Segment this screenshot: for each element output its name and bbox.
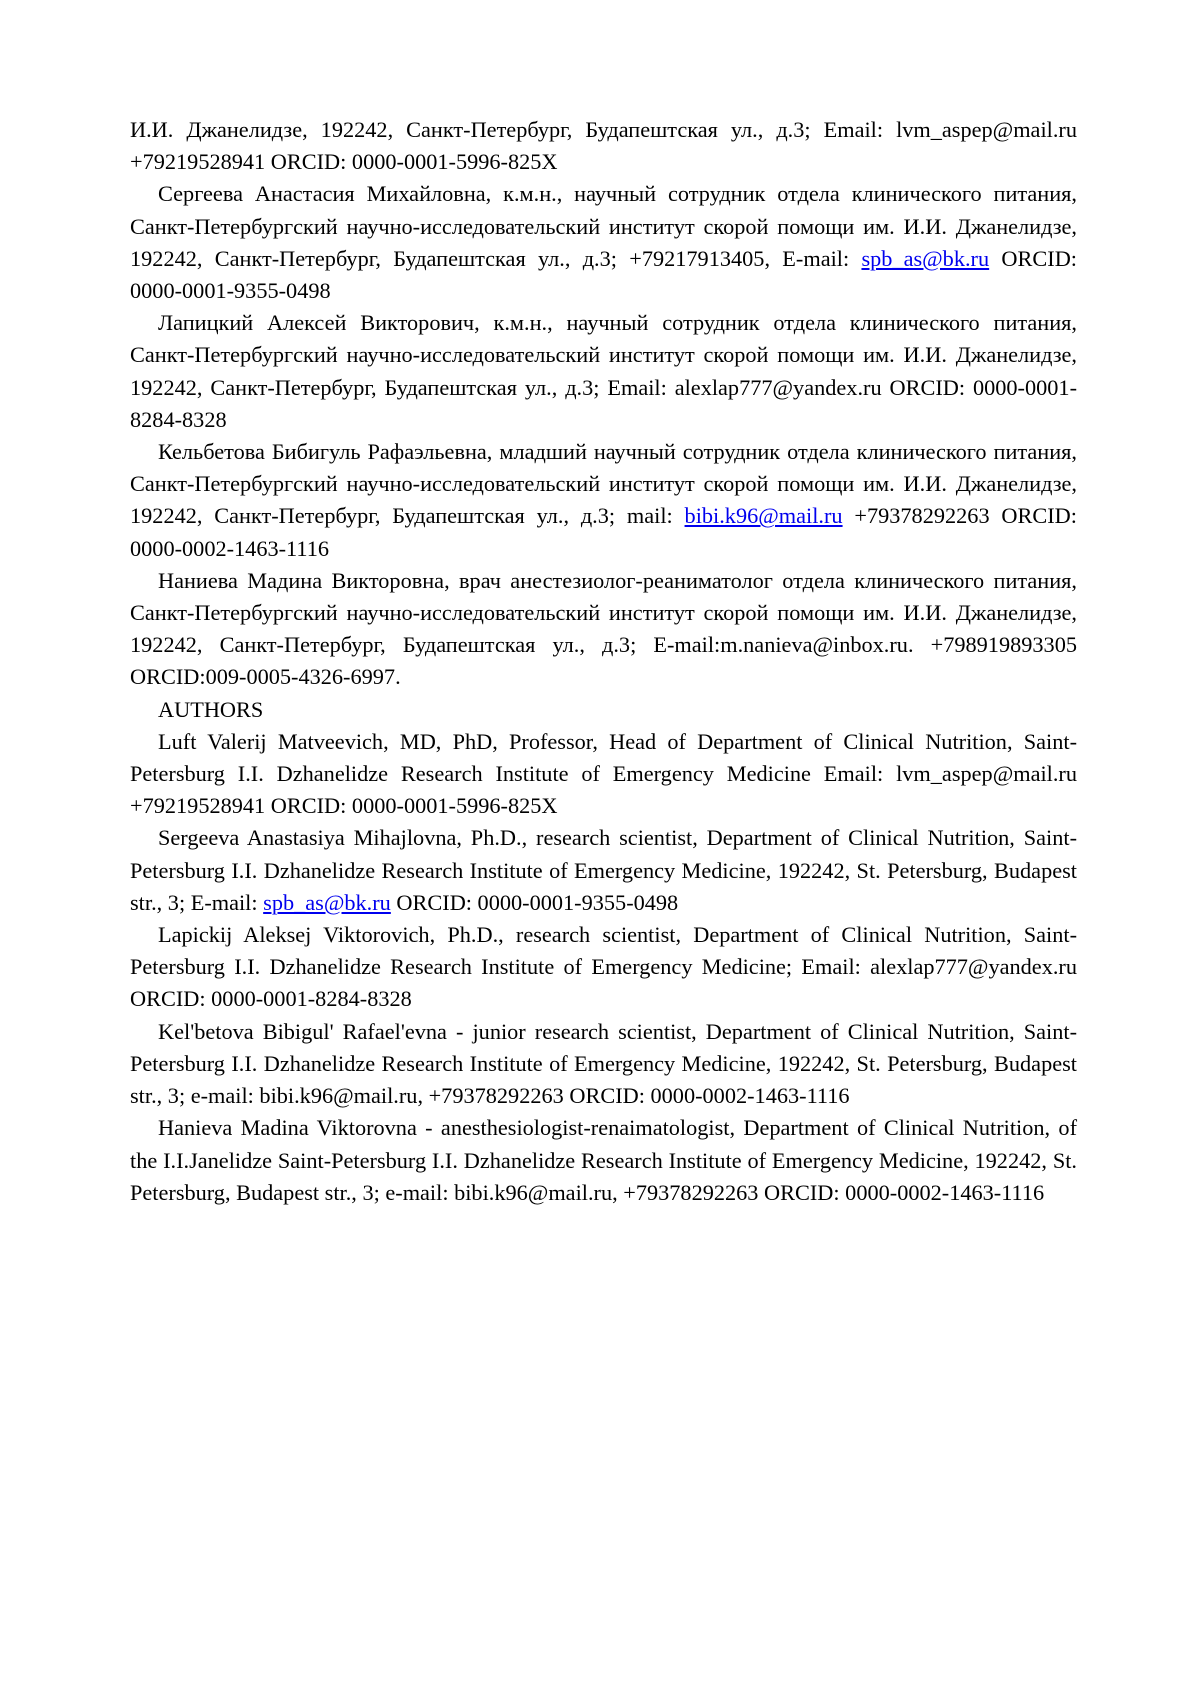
email-link-spb-as-en[interactable]: spb_as@bk.ru [263, 890, 391, 915]
paragraph-text: +79378292263 ORCID: 0000-0002-1463-1116 [130, 503, 1077, 560]
paragraph-text: Lapickij Aleksej Viktorovich, Ph.D., research scientist, Department of Clinical Nutrition, Saint-Petersburg I.I. Dzhanelidze Research Institute of Emergency Medicine; Email: alexlap777@yandex.ru ORCID: 0000-0001-8284-8328 [130, 922, 1077, 1011]
heading-text: AUTHORS [158, 697, 263, 722]
paragraph-author-kelbetova-en [130, 1016, 1077, 1113]
paragraph-text: Hanieva Madina Viktorovna - anesthesiologist-renaimatologist, Department of Clinical Nutrition, of the I.I.Janelidze Saint-Petersburg I.I. Dzhanelidze Research Institute of Emergency Medicine, 192242, St. Petersburg, Budapest str., 3; e-mail: bibi.k96@mail.ru, +79378292263 ORCID: 0000-0002-1463-1116 [130, 1115, 1077, 1204]
paragraph-author-lapickij-en [130, 919, 1077, 1016]
paragraph-text: ORCID: 0000-0001-9355-0498 [130, 246, 1077, 303]
paragraph-author-luft-ru-continued [130, 114, 1077, 178]
paragraph-author-sergeeva-en [130, 822, 1077, 919]
paragraph-text: Наниева Мадина Викторовна, врач анестезиолог-реаниматолог отдела клинического питания, Санкт-Петербургский научно-исследовательский институт скорой помощи им. И.И. Джанелидзе, 192242, Санкт-Петербург, Будапештская ул., д.3; E-mail:m.nanieva@inbox.ru. +798919893305 ORCID:009-0005-4326-6997. [130, 568, 1077, 690]
paragraph-author-lapitsky-ru [130, 307, 1077, 436]
paragraph-text: Лапицкий Алексей Викторович, к.м.н., научный сотрудник отдела клинического питания, Санкт-Петербургский научно-исследовательский институт скорой помощи им. И.И. Джанелидзе, 192242, Санкт-Петербург, Будапештская ул., д.3; Email: alexlap777@yandex.ru ORCID: 0000-0001-8284-8328 [130, 310, 1077, 432]
paragraph-author-nanieva-ru [130, 565, 1077, 694]
paragraph-text: Luft Valerij Matveevich, MD, PhD, Professor, Head of Department of Clinical Nutrition, Saint-Petersburg I.I. Dzhanelidze Research Institute of Emergency Medicine Email: lvm_aspep@mail.ru +79219528941 ORCID: 0000-0001-5996-825X [130, 729, 1077, 818]
paragraph-text: И.И. Джанелидзе, 192242, Санкт-Петербург, Будапештская ул., д.3; Email: lvm_aspep@mail.ru +79219528941 ORCID: 0000-0001-5996-825X [130, 117, 1077, 174]
paragraph-text: Кельбетова Бибигуль Рафаэльевна, младший научный сотрудник отдела клинического питания, Санкт-Петербургский научно-исследовательский институт скорой помощи им. И.И. Джанелидзе, 192242, Санкт-Петербург, Будапештская ул., д.3; mail: [130, 439, 1077, 528]
email-link-spb-as[interactable]: spb_as@bk.ru [861, 246, 989, 271]
paragraph-text: Sergeeva Anastasiya Mihajlovna, Ph.D., research scientist, Department of Clinical Nutrition, Saint-Petersburg I.I. Dzhanelidze Research Institute of Emergency Medicine, 192242, St. Petersburg, Budapest str., 3; E-mail: [130, 825, 1077, 914]
paragraph-text: Kel'betova Bibigul' Rafael'evna - junior research scientist, Department of Clinical Nutrition, Saint-Petersburg I.I. Dzhanelidze Research Institute of Emergency Medicine, 192242, St. Petersburg, Budapest str., 3; e-mail: bibi.k96@mail.ru, +79378292263 ORCID: 0000-0002-1463-1116 [130, 1019, 1077, 1108]
document-page [130, 114, 1077, 1209]
paragraph-author-sergeeva-ru [130, 178, 1077, 307]
email-link-bibi-k96[interactable]: bibi.k96@mail.ru [685, 503, 843, 528]
paragraph-author-hanieva-en [130, 1112, 1077, 1209]
paragraph-text: Сергеева Анастасия Михайловна, к.м.н., научный сотрудник отдела клинического питания, Санкт-Петербургский научно-исследовательский институт скорой помощи им. И.И. Джанелидзе, 192242, Санкт-Петербург, Будапештская ул., д.3; +79217913405, E-mail: [130, 181, 1077, 270]
section-heading-authors [130, 694, 1077, 726]
paragraph-text: ORCID: 0000-0001-9355-0498 [391, 890, 678, 915]
paragraph-author-kelbetova-ru [130, 436, 1077, 565]
paragraph-author-luft-en [130, 726, 1077, 823]
